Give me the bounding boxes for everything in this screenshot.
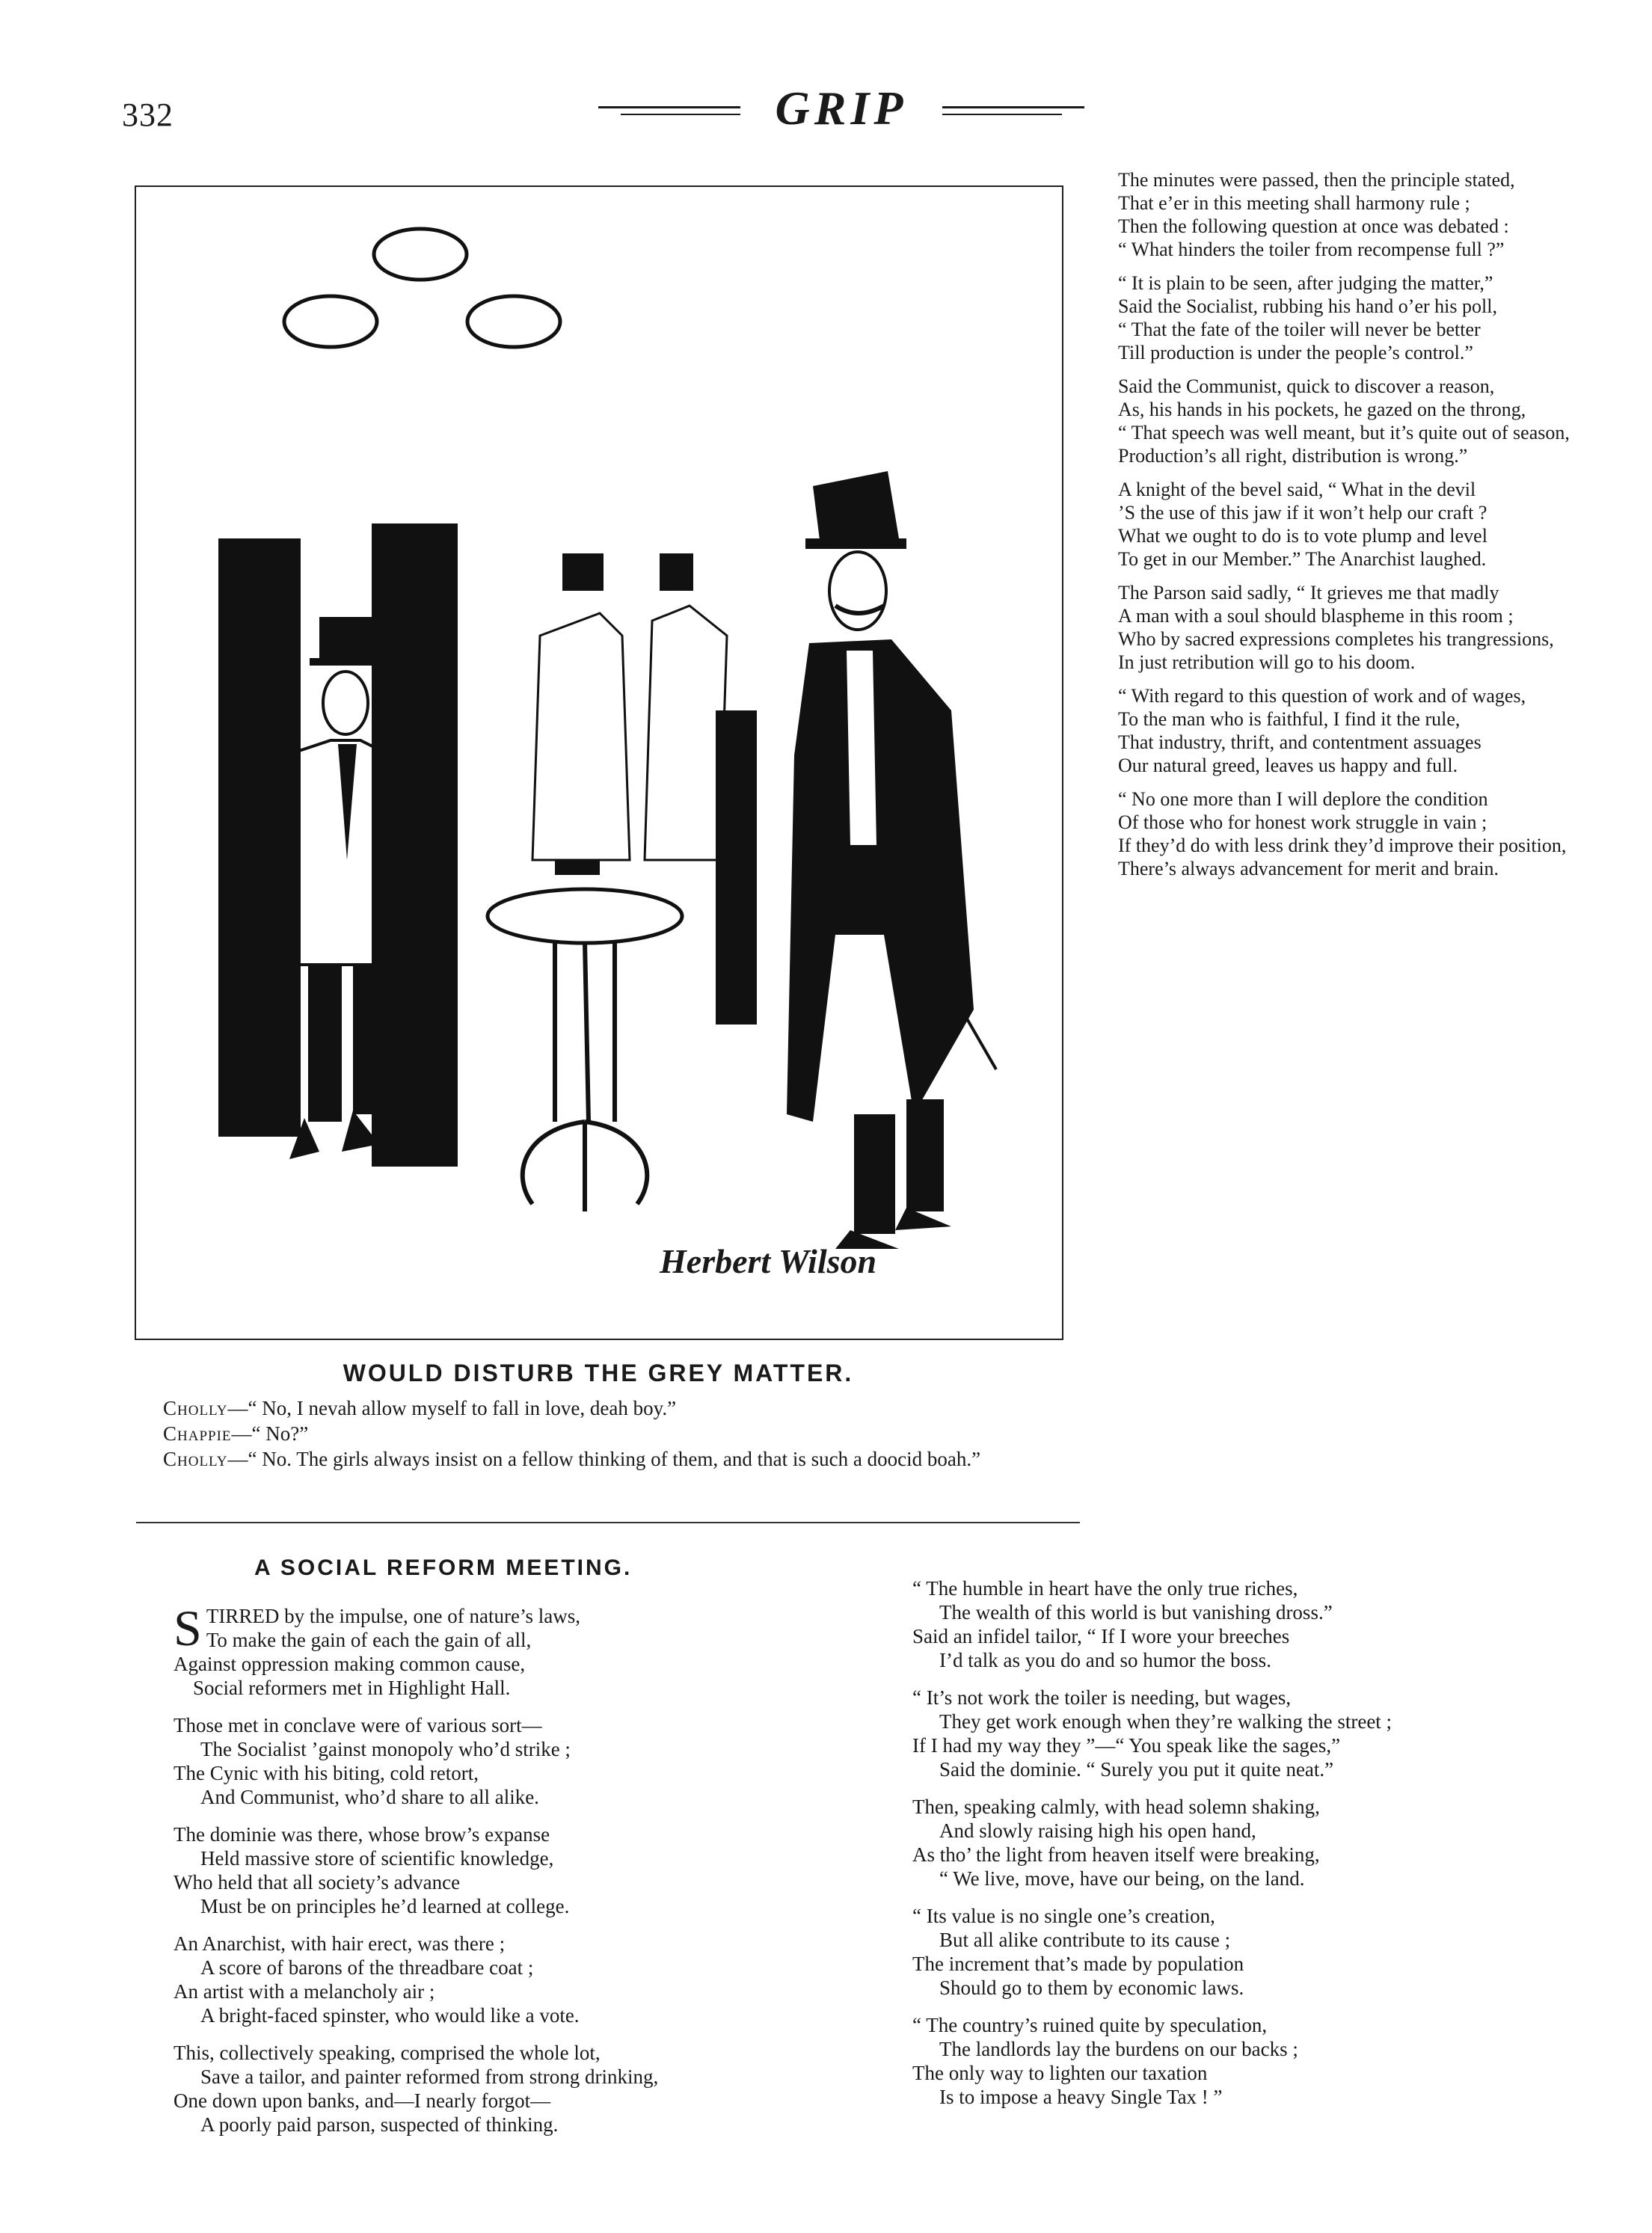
poem-line: If I had my way they ”—“ You speak like the sages,” — [912, 1734, 1341, 1757]
cartoon-drawing — [136, 187, 1062, 1339]
standing-man-figure — [787, 471, 996, 1249]
poem-line: If they’d do with less drink they’d improve their position, — [1118, 835, 1567, 856]
poem-line: Said the Socialist, rubbing his hand o’er his poll, — [1118, 295, 1497, 317]
poem-line: To get in our Member.” The Anarchist laughed. — [1118, 548, 1487, 570]
poem-line: Production’s all right, distribution is wrong.” — [1118, 445, 1468, 467]
caption-dialogue-line — [148, 1446, 1083, 1472]
poem-line: As tho’ the light from heaven itself were breaking, — [912, 1843, 1320, 1866]
poem-line: I’d talk as you do and so humor the boss. — [939, 1649, 1271, 1671]
background-figures — [532, 553, 757, 1025]
masthead — [598, 81, 1084, 141]
poem-line: “ We live, move, have our being, on the land. — [939, 1867, 1305, 1890]
poem-stanza — [1118, 684, 1582, 777]
poem-line: A bright-faced spinster, who would like a vote. — [200, 2004, 580, 2027]
caption-speaker: Cholly — [163, 1397, 228, 1419]
dropcap-letter: S — [174, 1600, 202, 1656]
poem-line: That industry, thrift, and contentment assuages — [1118, 731, 1481, 753]
section-divider — [136, 1522, 1080, 1523]
poem-line: This, collectively speaking, comprised the whole lot, — [174, 2042, 601, 2064]
poem-line: “ No one more than I will deplore the condition — [1118, 788, 1488, 810]
caption-dialogue-line — [163, 1421, 1083, 1446]
poem-line: One down upon banks, and—I nearly forgot— — [174, 2089, 551, 2112]
poem-line: “ That speech was well meant, but it’s quite out of season, — [1118, 422, 1570, 443]
poem-bottom-right-column — [912, 1576, 1585, 2109]
poem-line: Who held that all society’s advance — [174, 1871, 461, 1893]
poem-stanza — [174, 1932, 847, 2027]
poem-line: To make the gain of each the gain of all, — [206, 1629, 532, 1651]
poem-line: A score of barons of the threadbare coat ; — [200, 1956, 534, 1979]
poem-stanza — [1118, 787, 1582, 880]
poem-stanza — [912, 1686, 1585, 1781]
cartoon-caption — [163, 1395, 1083, 1472]
poem-stanza — [1118, 271, 1582, 364]
poem-line: Who by sacred expressions completes his trangressions, — [1118, 628, 1554, 650]
cartoon-illustration — [135, 185, 1063, 1340]
masthead-rule-right — [942, 106, 1084, 108]
caption-speaker: Chappie — [163, 1422, 232, 1445]
poem-line: The minutes were passed, then the principle stated, — [1118, 169, 1515, 191]
artist-signature: Herbert Wilson — [660, 1242, 877, 1280]
poem-line: As, his hands in his pockets, he gazed on the throng, — [1118, 399, 1526, 420]
poem-stanza — [174, 1600, 847, 1700]
caption-dialogue-line — [163, 1395, 1083, 1421]
poem-line: TIRRED by the impulse, one of nature’s laws, — [206, 1605, 580, 1627]
poem-line: An artist with a melancholy air ; — [174, 1980, 435, 2003]
lamp-shade — [374, 229, 467, 280]
poem-line: “ The humble in heart have the only true riches, — [912, 1577, 1298, 1600]
cafe-table — [488, 889, 682, 1211]
poem-line: Held massive store of scientific knowledge, — [200, 1847, 554, 1870]
poem-line: The landlords lay the burdens on our backs ; — [939, 2038, 1298, 2060]
poem-line: Said the Communist, quick to discover a reason, — [1118, 375, 1495, 397]
poem-line: They get work enough when they’re walking the street ; — [939, 1710, 1392, 1733]
page-number: 332 — [122, 96, 174, 133]
poem-line: Said an infidel tailor, “ If I wore your breeches — [912, 1625, 1290, 1647]
poem-line: Our natural greed, leaves us happy and full. — [1118, 755, 1458, 776]
poem-stanza — [912, 1576, 1585, 1672]
poem-line: Is to impose a heavy Single Tax ! ” — [939, 2086, 1223, 2108]
poem-line: “ What hinders the toiler from recompense full ?” — [1118, 239, 1505, 260]
poem-line: The Cynic with his biting, cold retort, — [174, 1762, 479, 1784]
poem-line: And slowly raising high his open hand, — [939, 1819, 1256, 1842]
poem-line: Against oppression making common cause, — [174, 1653, 526, 1675]
poem-line: ’S the use of this jaw if it won’t help our craft ? — [1118, 502, 1487, 523]
caption-speaker: Cholly — [163, 1448, 228, 1470]
poem-stanza — [174, 2041, 847, 2137]
poem-line: Social reformers met in Highlight Hall. — [193, 1677, 511, 1699]
poem-line: The wealth of this world is but vanishing dross.” — [939, 1601, 1333, 1624]
poem-line: A knight of the bevel said, “ What in the devil — [1118, 479, 1476, 500]
poem-line: The only way to lighten our taxation — [912, 2062, 1208, 2084]
poem-line: Said the dominie. “ Surely you put it quite neat.” — [939, 1758, 1334, 1781]
masthead-rule-right-2 — [942, 114, 1062, 115]
poem-stanza — [912, 1904, 1585, 2000]
poem-line: A poorly paid parson, suspected of thinking. — [200, 2113, 559, 2136]
lamp-shade — [467, 296, 560, 347]
poem-line: But all alike contribute to its cause ; — [939, 1929, 1231, 1951]
poem-stanza — [1118, 478, 1582, 571]
poem-line: There’s always advancement for merit and brain. — [1118, 858, 1499, 879]
masthead-title: GRIP — [775, 82, 908, 135]
poem-line: Those met in conclave were of various sort— — [174, 1714, 542, 1736]
poem-line: In just retribution will go to his doom. — [1118, 651, 1416, 673]
poem-stanza — [1118, 581, 1582, 674]
poem-line: Must be on principles he’d learned at college. — [200, 1895, 570, 1917]
poem-line: The Socialist ’gainst monopoly who’d strike ; — [200, 1738, 571, 1760]
poem-line: “ With regard to this question of work and of wages, — [1118, 685, 1526, 707]
caption-text: —“ No. The girls always insist on a fellow thinking of them, and that is such a doocid boah.” — [227, 1448, 981, 1470]
poem-line: That e’er in this meeting shall harmony rule ; — [1118, 192, 1470, 214]
poem-stanza — [1118, 168, 1582, 261]
caption-text: —“ No, I nevah allow myself to fall in love, deah boy.” — [227, 1397, 677, 1419]
poem-stanza — [1118, 375, 1582, 467]
poem-left-column — [174, 1600, 847, 2137]
poem-line: Save a tailor, and painter reformed from strong drinking, — [200, 2065, 659, 2088]
poem-stanza — [174, 1822, 847, 1918]
doorway-left — [218, 538, 301, 1137]
poem-line: “ It’s not work the toiler is needing, but wages, — [912, 1686, 1292, 1709]
poem-stanza — [912, 1795, 1585, 1890]
cartoon-caption-title: WOULD DISTURB THE GREY MATTER. — [343, 1360, 854, 1386]
poem-line: Of those who for honest work struggle in vain ; — [1118, 811, 1487, 833]
caption-text: —“ No?” — [231, 1422, 309, 1445]
poem-line: A man with a soul should blaspheme in this room ; — [1118, 605, 1514, 627]
poem-stanza — [912, 2013, 1585, 2109]
poem-line: The dominie was there, whose brow’s expanse — [174, 1823, 550, 1846]
poem-line: “ It is plain to be seen, after judging the matter,” — [1118, 272, 1493, 294]
poem-line: Then the following question at once was debated : — [1118, 215, 1509, 237]
poem-stanza — [174, 1713, 847, 1809]
poem-line: Then, speaking calmly, with head solemn shaking, — [912, 1796, 1320, 1818]
poem-title: A SOCIAL REFORM MEETING. — [254, 1555, 633, 1580]
poem-line: Till production is under the people’s control.” — [1118, 342, 1473, 363]
poem-line: What we ought to do is to vote plump and level — [1118, 525, 1487, 547]
poem-line: An Anarchist, with hair erect, was there ; — [174, 1932, 506, 1955]
poem-line: “ The country’s ruined quite by speculation, — [912, 2014, 1268, 2036]
poem-line: To the man who is faithful, I find it the rule, — [1118, 708, 1461, 730]
poem-line: The increment that’s made by population — [912, 1953, 1244, 1975]
poem-line: And Communist, who’d share to all alike. — [200, 1786, 539, 1808]
lamp-shade — [284, 296, 377, 347]
poem-line: The Parson said sadly, “ It grieves me that madly — [1118, 582, 1499, 603]
poem-line: “ That the fate of the toiler will never be better — [1118, 319, 1481, 340]
poem-line: “ Its value is no single one’s creation, — [912, 1905, 1215, 1927]
poem-right-column — [1118, 168, 1582, 880]
poem-line: Should go to them by economic laws. — [939, 1976, 1244, 1999]
